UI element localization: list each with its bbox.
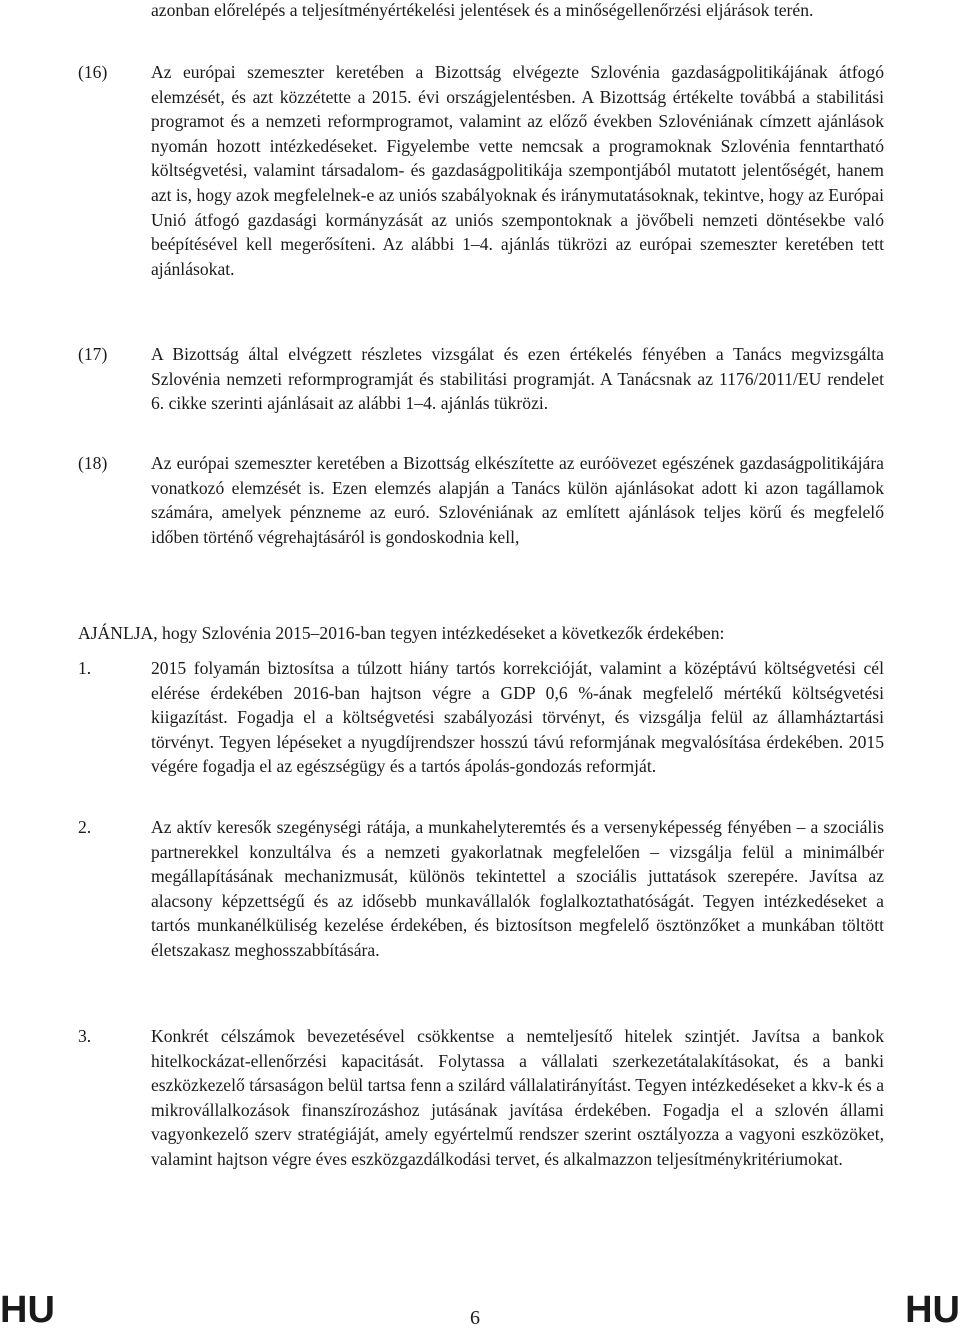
recommendation-text: Az aktív keresők szegénységi rátája, a munkahelyteremtés és a versenyképesség fényében – a szociális partnerekkel konzultálva és a nemzeti gyakorlatnak megfelelően – vizsgálja felül a minimálbér megállapításának mechanizmusát, különös tekintettel a szociális juttatások szerepére. Javítsa az alacsony képzettségű és az idősebb munkavállalók foglalkoztathatóságát. Tegyen intézkedéseket a tartós munkanélküliség kezelése érdekében, és biztosítson megfelelő ösztönzőket a munkában töltött életszakasz meghosszabbítására. <box>151 817 884 960</box>
recommendation-text: 2015 folyamán biztosítsa a túlzott hiány tartós korrekcióját, valamint a középtávú költségvetési cél elérése érdekében 2016-ban hajtson végre a GDP 0,6 %-ának megfelelő mértékű költségvetési kiigazítást. Fogadja el a költségvetési szabályozási törvényt, és vizsgálja felül az államháztartási törvényt. Tegyen lépéseket a nyugdíjrendszer hosszú távú reformjának megvalósítása érdekében. 2015 végére fogadja el az egészségügy és a tartós ápolás-gondozás reformját. <box>151 658 884 777</box>
recommendation-number: 2. <box>78 817 92 837</box>
recital-number: (17) <box>78 344 108 364</box>
recital-text: A Bizottság által elvégzett részletes vizsgálat és ezen értékelés fényében a Tanács megvizsgálta Szlovénia nemzeti reformprogramját és stabilitási programját. A Tanácsnak az 1176/2011/EU rendelet 6. cikke szerinti ajánlásait az alábbi 1–4. ajánlás tükrözi. <box>151 344 884 414</box>
recommends-heading: AJÁNLJA, hogy Szlovénia 2015–2016-ban tegyen intézkedéseket a következők érdekében: <box>78 623 725 643</box>
language-code-left: HU <box>0 1289 55 1331</box>
recommendation-number: 1. <box>78 658 92 678</box>
language-code-right: HU <box>905 1289 960 1331</box>
recital-number: (18) <box>78 453 108 473</box>
page-number: 6 <box>470 1307 480 1329</box>
recommendation-text: Konkrét célszámok bevezetésével csökkentse a nemteljesítő hitelek szintjét. Javítsa a bankok hitelkockázat-ellenőrzési kapacitását. Folytassa a vállalati szerkezetátalakításokat, és a banki eszközkezelő társaságon belül tartsa fenn a szilárd vállalatirányítást. Tegyen intézkedéseket a kkv-k és a mikrovállalkozások finanszírozáshoz jutásának javítása érdekében. Fogadja el a szlovén állami vagyonkezelő szerv stratégiáját, amely egyértelmű rendszer szerint osztályozza a vagyoni eszközöket, valamint hajtson végre éves eszközgazdálkodási tervet, és alkalmazzon teljesítménykritériumokat. <box>151 1026 884 1169</box>
recital-text: Az európai szemeszter keretében a Bizottság elvégezte Szlovénia gazdaságpolitikájának átfogó elemzését, és azt közzétette a 2015. évi országjelentésben. A Bizottság értékelte továbbá a stabilitási programot és a nemzeti reformprogramot, valamint az előző években Szlovéniának címzett ajánlások nyomán hozott intézkedéseket. Figyelembe vette nemcsak a programoknak Szlovénia fenntartható költségvetési, valamint társadalom- és gazdaságpolitikája szempontjából mutatott jelentőségét, hanem azt is, hogy azok megfelelnek-e az uniós szabályoknak és iránymutatásoknak, tekintve, hogy az Európai Unió átfogó gazdasági kormányzását az uniós szempontoknak a jövőbeli nemzeti döntésekbe való beépítésével kell megerősíteni. Az alábbi 1–4. ajánlás tükrözi az európai szemeszter keretében tett ajánlásokat. <box>151 62 884 279</box>
recital-text: Az európai szemeszter keretében a Bizottság elkészítette az euróövezet egészének gazdaságpolitikájára vonatkozó elemzését is. Ezen elemzés alapján a Tanács külön ajánlásokat adott ki azon tagállamok számára, amelyek pénzneme az euró. Szlovéniának az említett ajánlások teljes körű és megfelelő időben történő végrehajtásáról is gondoskodnia kell, <box>151 453 884 547</box>
continuation-paragraph: azonban előrelépés a teljesítményértékelési jelentések és a minőségellenőrzési eljárások terén. <box>151 0 814 20</box>
recommendation-number: 3. <box>78 1026 92 1046</box>
recital-number: (16) <box>78 62 108 82</box>
